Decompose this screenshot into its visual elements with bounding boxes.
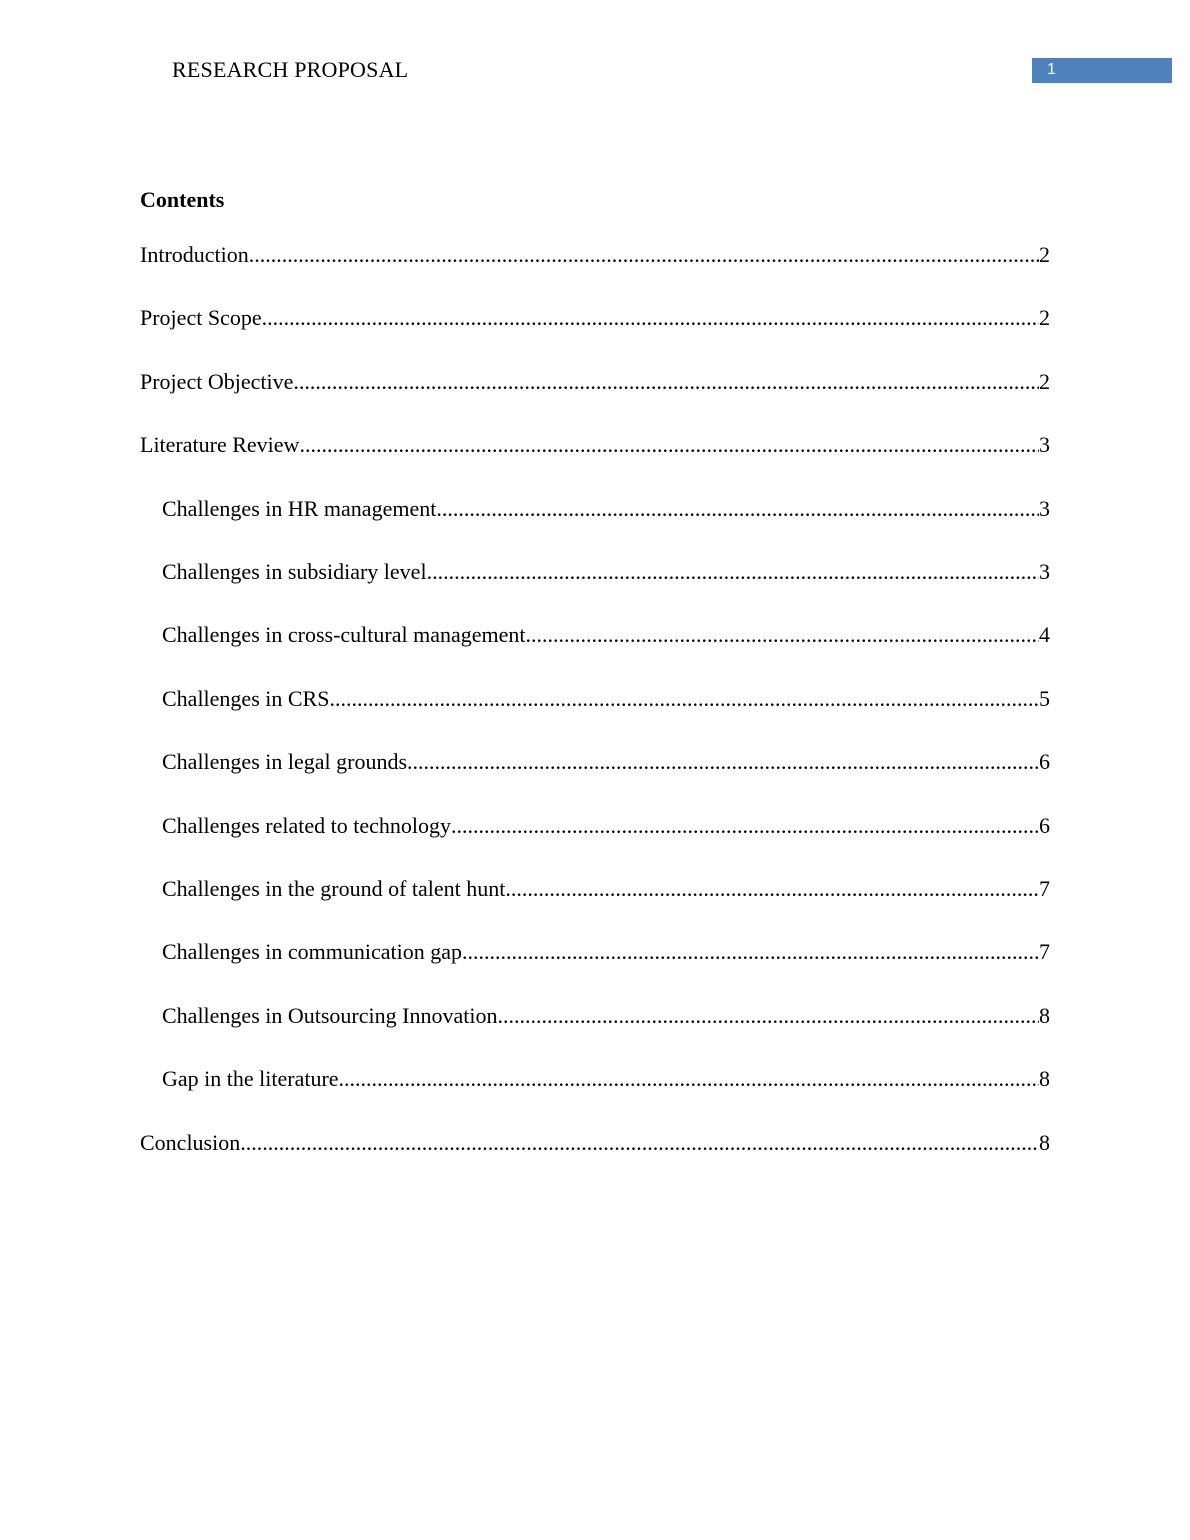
toc-entry[interactable] bbox=[162, 874, 1050, 904]
toc-entry-title: Challenges in the ground of talent hunt bbox=[162, 876, 506, 901]
toc-entry[interactable] bbox=[162, 937, 1050, 967]
toc-entry-title: Challenges in communication gap bbox=[162, 939, 462, 965]
toc-entry[interactable] bbox=[140, 430, 1050, 460]
toc-entry[interactable] bbox=[140, 367, 1050, 397]
toc-entry[interactable] bbox=[162, 811, 1050, 841]
toc-entry[interactable] bbox=[140, 240, 1050, 270]
toc-entry-page: 3 bbox=[1039, 559, 1050, 584]
toc-entry-page: 7 bbox=[1039, 939, 1050, 965]
toc-entry-page: 5 bbox=[1039, 685, 1050, 711]
toc-entry-page: 7 bbox=[1039, 876, 1050, 901]
toc-entry-page: 3 bbox=[1039, 495, 1050, 521]
toc-entry[interactable] bbox=[162, 620, 1050, 650]
toc-entry-title: Challenges in subsidiary level bbox=[162, 559, 427, 584]
toc-entry[interactable] bbox=[162, 494, 1050, 524]
toc-entry-page: 6 bbox=[1039, 749, 1050, 775]
table-of-contents bbox=[140, 184, 1050, 1155]
toc-dot-leader bbox=[249, 240, 1039, 270]
toc-entry-title: Introduction bbox=[140, 242, 249, 267]
page-number-badge bbox=[1032, 58, 1172, 83]
toc-dot-leader bbox=[497, 1001, 1039, 1031]
toc-dot-leader bbox=[262, 303, 1039, 333]
toc-entry-title: Project Scope bbox=[140, 305, 262, 331]
toc-entry-title: Literature Review bbox=[140, 432, 300, 458]
toc-entry-title: Challenges in cross-cultural management bbox=[162, 622, 526, 648]
toc-dot-leader bbox=[407, 747, 1039, 777]
toc-entry[interactable] bbox=[162, 747, 1050, 777]
toc-entry-page: 2 bbox=[1039, 368, 1050, 394]
toc-entry-page: 2 bbox=[1039, 305, 1050, 331]
toc-entry-title: Project Objective bbox=[140, 368, 294, 394]
toc-dot-leader bbox=[427, 557, 1039, 587]
toc-dot-leader bbox=[240, 1128, 1039, 1158]
toc-entry[interactable] bbox=[162, 684, 1050, 714]
toc-entry[interactable] bbox=[162, 557, 1050, 587]
toc-dot-leader bbox=[293, 367, 1039, 397]
toc-dot-leader bbox=[462, 937, 1039, 967]
toc-entry-page: 8 bbox=[1039, 1002, 1050, 1028]
toc-entry-page: 8 bbox=[1039, 1066, 1050, 1092]
toc-entry-page: 3 bbox=[1039, 432, 1050, 458]
toc-entry-title: Challenges in legal grounds bbox=[162, 749, 408, 775]
toc-dot-leader bbox=[505, 874, 1039, 904]
toc-entry[interactable] bbox=[140, 303, 1050, 333]
toc-entry-title: Challenges in CRS bbox=[162, 685, 330, 711]
toc-dot-leader bbox=[436, 494, 1039, 524]
toc-dot-leader bbox=[329, 684, 1039, 714]
toc-entry-title: Challenges in Outsourcing Innovation bbox=[162, 1002, 498, 1028]
toc-entry-page: 6 bbox=[1039, 812, 1050, 838]
toc-entry-title: Gap in the literature bbox=[162, 1066, 339, 1092]
toc-dot-leader bbox=[451, 811, 1039, 841]
toc-entry[interactable] bbox=[140, 1128, 1050, 1158]
toc-entry-page: 4 bbox=[1039, 622, 1050, 648]
toc-dot-leader bbox=[339, 1064, 1039, 1094]
toc-entry[interactable] bbox=[162, 1001, 1050, 1031]
toc-heading: Contents bbox=[140, 187, 225, 212]
page-number: 1 bbox=[1047, 61, 1056, 78]
toc-entry-page: 8 bbox=[1039, 1129, 1050, 1155]
toc-dot-leader bbox=[526, 620, 1040, 650]
toc-entry-page: 2 bbox=[1039, 242, 1050, 267]
running-head: RESEARCH PROPOSAL bbox=[172, 57, 409, 82]
toc-entry-title: Challenges in HR management bbox=[162, 495, 437, 521]
toc-dot-leader bbox=[299, 430, 1039, 460]
toc-entry[interactable] bbox=[162, 1064, 1050, 1094]
toc-entry-title: Challenges related to technology bbox=[162, 812, 451, 838]
toc-entry-title: Conclusion bbox=[140, 1129, 241, 1155]
